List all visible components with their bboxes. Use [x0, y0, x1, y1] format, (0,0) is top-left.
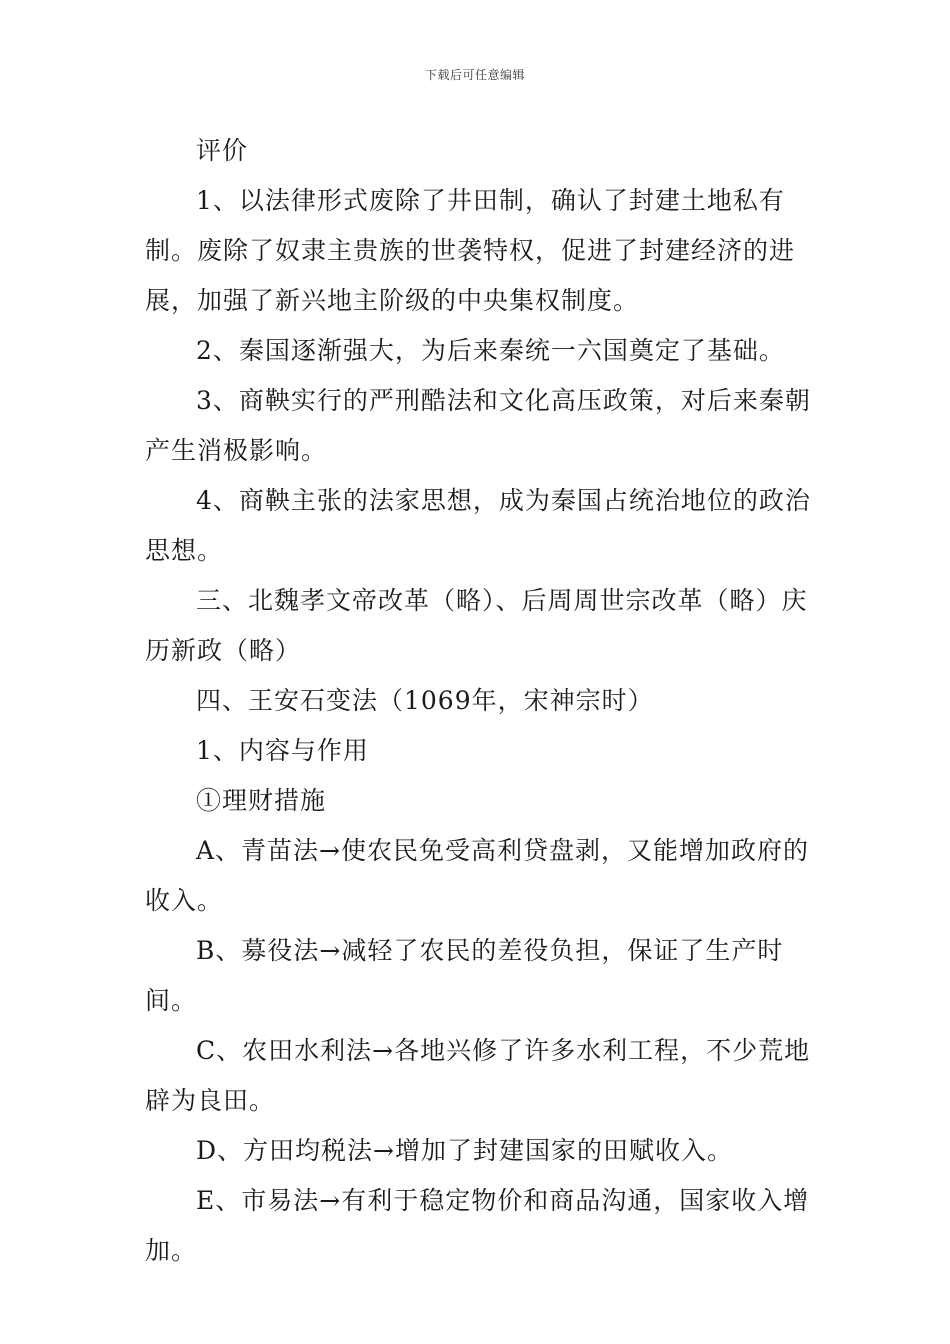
section-heading-three: 三、北魏孝文帝改革（略）、后周周世宗改革（略）庆历新政（略） [145, 586, 808, 665]
document-body [145, 126, 825, 1276]
paragraph-evaluation-3: 3、商鞅实行的严刑酷法和文化高压政策，对后来秦朝产生消极影响。 [145, 386, 811, 465]
list-item-b: B、募役法→减轻了农民的差役负担，保证了生产时间。 [145, 936, 784, 1015]
paragraph-evaluation-1: 1、以法律形式废除了井田制，确认了封建土地私有制。废除了奴隶主贵族的世袭特权，促进了封建经济的进展，加强了新兴地主阶级的中央集权制度。 [145, 186, 796, 315]
paragraph-evaluation-title: 评价 [196, 136, 249, 165]
list-item-a: A、青苗法→使农民免受高利贷盘剥，又能增加政府的收入。 [145, 836, 810, 915]
list-item-d: D、方田均税法→增加了封建国家的田赋收入。 [196, 1136, 733, 1165]
list-item-c: C、农田水利法→各地兴修了许多水利工程，不少荒地辟为良田。 [145, 1036, 811, 1115]
subheading-financial-measures: ①理财措施 [196, 786, 327, 815]
list-item-e: E、市易法→有利于稳定物价和商品沟通，国家收入增加。 [145, 1186, 810, 1265]
section-heading-four: 四、王安石变法（1069年，宋神宗时） [196, 686, 654, 715]
subheading-content-and-effect: 1、内容与作用 [196, 736, 369, 765]
paragraph-evaluation-4: 4、商鞅主张的法家思想，成为秦国占统治地位的政治思想。 [145, 486, 811, 565]
paragraph-evaluation-2: 2、秦国逐渐强大，为后来秦统一六国奠定了基础。 [196, 336, 785, 365]
page-header: 下载后可任意编辑 [424, 68, 525, 82]
